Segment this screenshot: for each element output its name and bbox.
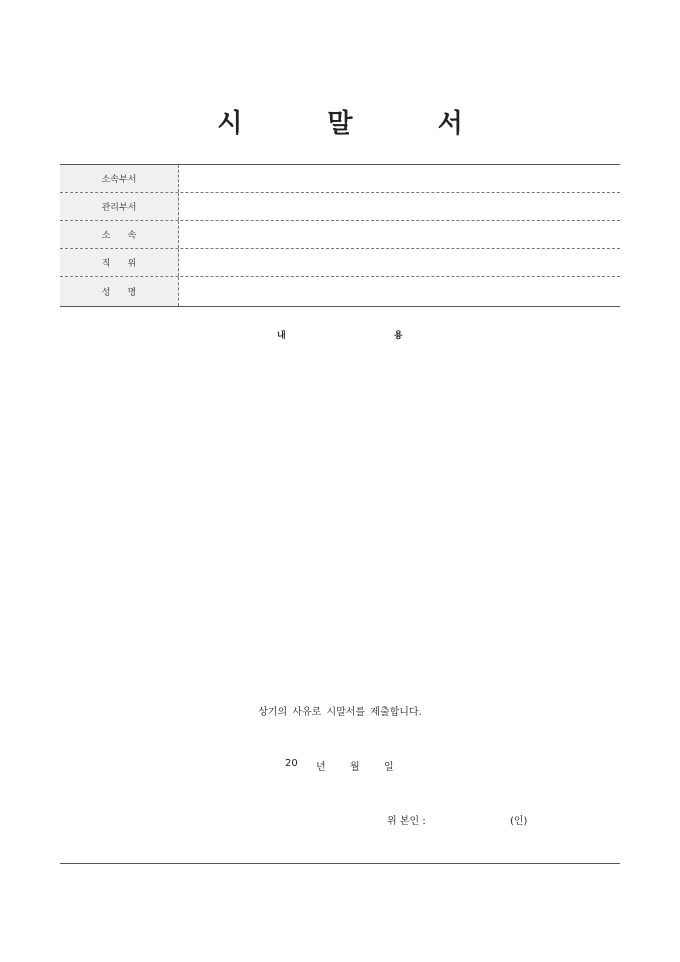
info-value-position[interactable] (179, 249, 620, 276)
date-day-label: 일 (384, 762, 394, 773)
signer-label: 위 본인 : (387, 816, 426, 827)
bottom-divider (60, 863, 620, 864)
info-label-position: 직 위 (60, 249, 179, 276)
info-table (60, 164, 620, 307)
date-year-label: 년 (316, 762, 326, 773)
info-row-department (60, 165, 620, 193)
info-label-affiliation: 소 속 (60, 221, 179, 248)
content-heading-right: 용 (394, 331, 403, 341)
info-value-department[interactable] (179, 165, 620, 192)
seal-mark: (인) (510, 816, 528, 827)
content-heading-left: 내 (277, 331, 286, 341)
submission-statement: 상기의 사유로 시말서를 제출합니다. (258, 707, 422, 718)
info-value-affiliation[interactable] (179, 221, 620, 248)
content-body[interactable] (60, 350, 620, 680)
content-heading (0, 328, 680, 342)
document-title: 시 말 서 (217, 109, 501, 139)
info-row-affiliation (60, 221, 620, 249)
info-label-name: 성 명 (60, 277, 179, 306)
info-label-department: 소속부서 (60, 165, 179, 192)
date-year-prefix: 20 (285, 758, 298, 769)
info-row-name (60, 277, 620, 306)
info-value-managing-department[interactable] (179, 193, 620, 220)
date-month-label: 월 (350, 762, 360, 773)
info-value-name[interactable] (179, 277, 620, 306)
info-label-managing-department: 관리부서 (60, 193, 179, 220)
date-line (0, 758, 680, 772)
signer-line (0, 812, 680, 826)
info-row-managing-department (60, 193, 620, 221)
info-row-position (60, 249, 620, 277)
